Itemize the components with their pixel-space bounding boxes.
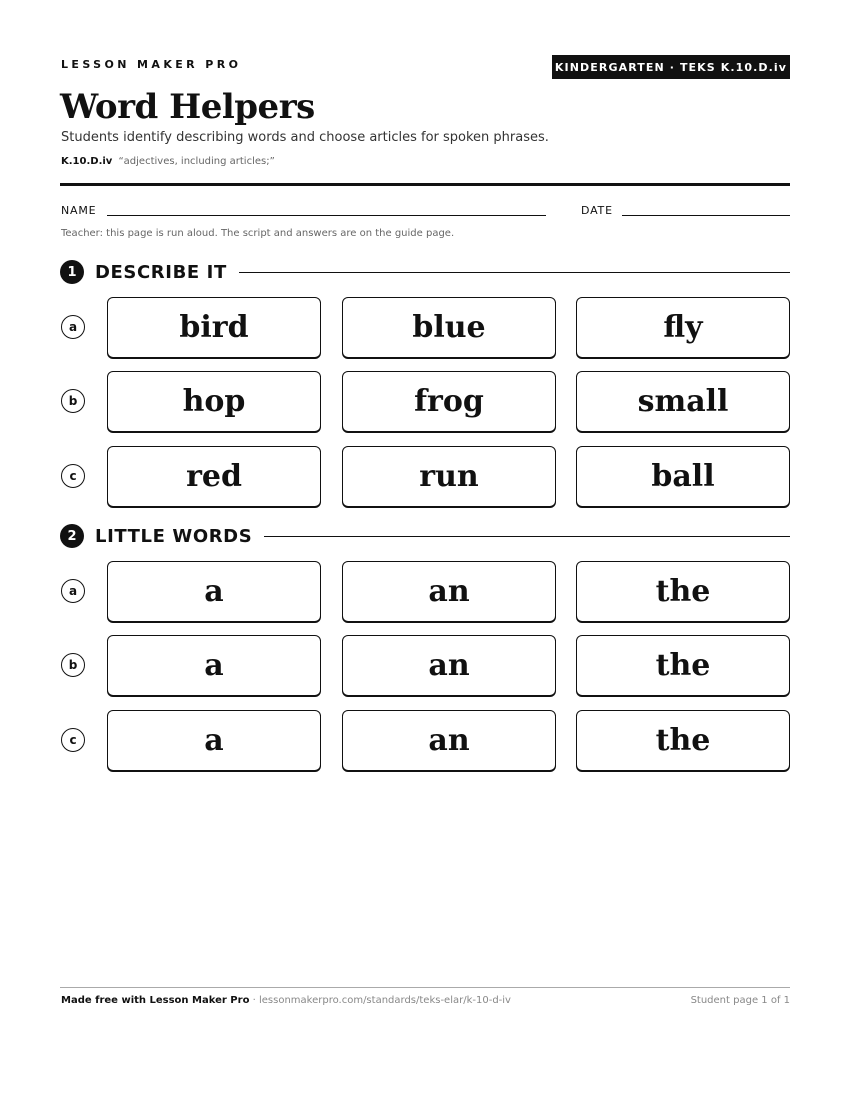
- section-title: LITTLE WORDS: [95, 525, 253, 547]
- standard-reference: [61, 156, 275, 167]
- word-card[interactable]: frog: [342, 371, 556, 432]
- article-row: [60, 635, 790, 697]
- section-number: 1: [60, 260, 84, 284]
- word-row: [60, 446, 790, 508]
- date-label: DATE: [581, 204, 613, 217]
- date-field-line[interactable]: [622, 215, 790, 216]
- footer-credit: [61, 995, 511, 1006]
- section-rule: [264, 536, 790, 537]
- section-title: DESCRIBE IT: [95, 261, 227, 283]
- section-heading: [60, 524, 790, 548]
- word-card[interactable]: bird: [107, 297, 321, 358]
- row-letter-badge: a: [61, 579, 85, 603]
- word-card[interactable]: small: [576, 371, 790, 432]
- section-number: 2: [60, 524, 84, 548]
- article-row: [60, 710, 790, 772]
- footer-brand: Made free with Lesson Maker Pro: [61, 995, 250, 1006]
- row-letter-badge: b: [61, 389, 85, 413]
- article-card[interactable]: an: [342, 710, 556, 771]
- article-card[interactable]: a: [107, 635, 321, 696]
- header-divider: [60, 183, 790, 186]
- footer-url[interactable]: · lessonmakerpro.com/standards/teks-elar/k-10-d-iv: [249, 995, 511, 1006]
- standard-quote: “adjectives, including articles;”: [118, 156, 275, 167]
- page-subtitle: Students identify describing words and choose articles for spoken phrases.: [61, 130, 549, 145]
- word-card[interactable]: red: [107, 446, 321, 507]
- article-row: [60, 561, 790, 623]
- row-letter-badge: a: [61, 315, 85, 339]
- article-card[interactable]: the: [576, 635, 790, 696]
- name-field-line[interactable]: [107, 215, 546, 216]
- row-letter-badge: c: [61, 464, 85, 488]
- footer-divider: [60, 987, 790, 988]
- word-card[interactable]: hop: [107, 371, 321, 432]
- grade-standard-badge: KINDERGARTEN · TEKS K.10.D.iv: [552, 55, 790, 79]
- word-card[interactable]: ball: [576, 446, 790, 507]
- article-card[interactable]: the: [576, 561, 790, 622]
- article-card[interactable]: the: [576, 710, 790, 771]
- article-card[interactable]: an: [342, 561, 556, 622]
- word-card[interactable]: blue: [342, 297, 556, 358]
- word-row: [60, 371, 790, 433]
- page-number: Student page 1 of 1: [690, 995, 790, 1006]
- word-card[interactable]: run: [342, 446, 556, 507]
- brand-name: LESSON MAKER PRO: [61, 58, 242, 71]
- row-letter-badge: b: [61, 653, 85, 677]
- name-label: NAME: [61, 204, 97, 217]
- page-title: Word Helpers: [60, 87, 315, 127]
- article-card[interactable]: a: [107, 710, 321, 771]
- article-card[interactable]: a: [107, 561, 321, 622]
- standard-code: K.10.D.iv: [61, 156, 113, 167]
- teacher-note: Teacher: this page is run aloud. The script and answers are on the guide page.: [61, 228, 455, 239]
- row-letter-badge: c: [61, 728, 85, 752]
- section-rule: [239, 272, 790, 273]
- section-heading: [60, 260, 790, 284]
- word-card[interactable]: fly: [576, 297, 790, 358]
- article-card[interactable]: an: [342, 635, 556, 696]
- word-row: [60, 297, 790, 359]
